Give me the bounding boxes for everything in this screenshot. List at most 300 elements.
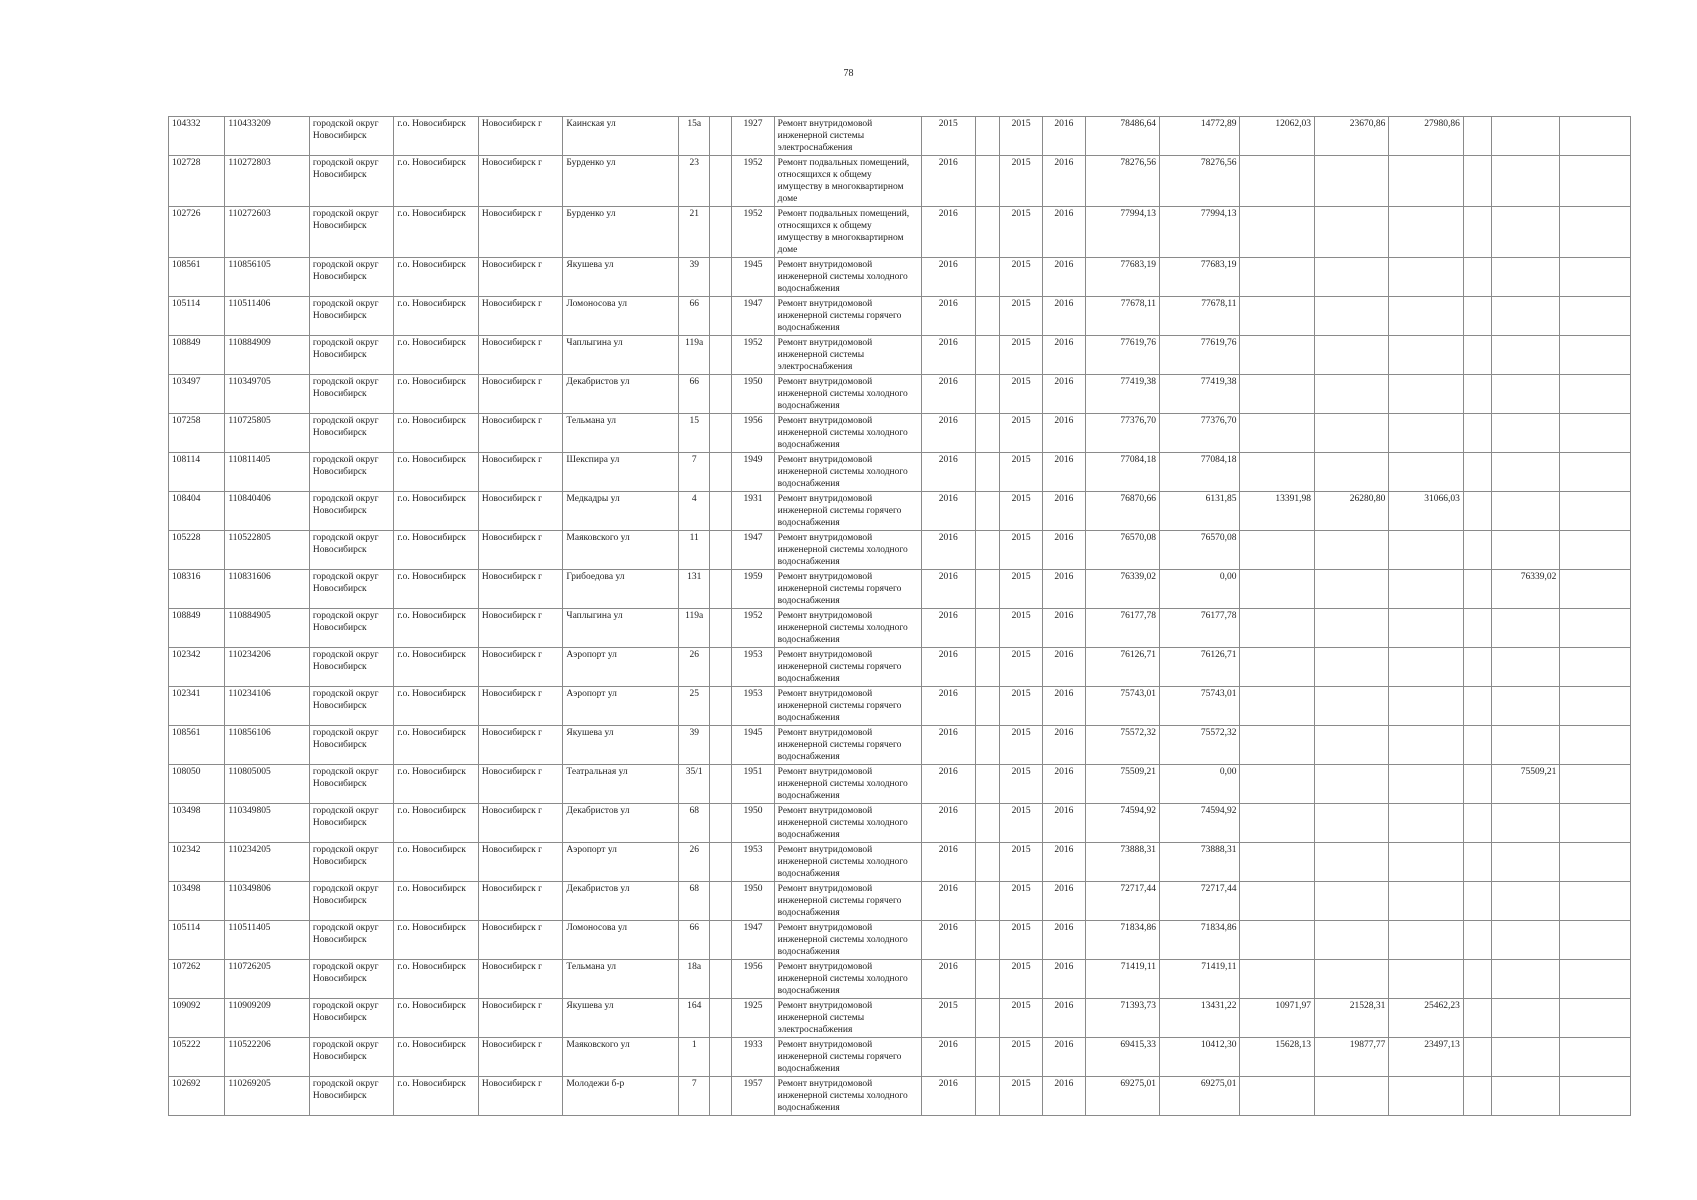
table-cell: 13431,22 [1160,999,1240,1038]
table-cell [1560,336,1631,375]
table-cell [1314,960,1388,999]
table-row [169,609,1631,648]
table-cell: городской округ Новосибирск [309,414,394,453]
table-cell: 102728 [169,156,225,207]
table-cell: г.о. Новосибирск [394,375,479,414]
table-cell: Ремонт внутридомовой инженерной системы холодного водоснабжения [774,921,921,960]
table-cell: Новосибирск г [478,414,563,453]
table-cell [1560,726,1631,765]
table-cell: 110349805 [225,804,310,843]
table-cell [1240,207,1314,258]
table-cell: 69275,01 [1160,1077,1240,1116]
table-cell [1560,297,1631,336]
table-cell: городской округ Новосибирск [309,531,394,570]
table-cell: 18а [679,960,710,999]
table-cell: 0,00 [1160,765,1240,804]
table-cell: г.о. Новосибирск [394,999,479,1038]
table-row [169,453,1631,492]
table-cell: Новосибирск г [478,960,563,999]
table-cell [1492,531,1560,570]
table-cell: 7 [679,1077,710,1116]
table-cell: г.о. Новосибирск [394,726,479,765]
table-cell: 6131,85 [1160,492,1240,531]
table-cell: 39 [679,258,710,297]
table-cell [1240,843,1314,882]
table-cell: 2015 [1000,648,1043,687]
table-cell: 74594,92 [1085,804,1159,843]
table-cell: 2016 [1043,375,1085,414]
table-cell: 76339,02 [1085,570,1159,609]
table-cell: Новосибирск г [478,156,563,207]
table-cell [1492,921,1560,960]
table-cell: 110272803 [225,156,310,207]
table-cell: 2016 [921,843,975,882]
table-cell: 75743,01 [1085,687,1159,726]
table-cell: 1947 [732,531,774,570]
table-cell: Ремонт внутридомовой инженерной системы электроснабжения [774,336,921,375]
table-cell: 103498 [169,804,225,843]
table-cell [1240,921,1314,960]
table-cell [1389,375,1463,414]
table-cell [1560,258,1631,297]
table-cell [975,258,999,297]
empty-cell [1463,297,1491,336]
table-cell: 77084,18 [1160,453,1240,492]
table-cell [975,687,999,726]
empty-cell [1463,999,1491,1038]
table-cell: 1956 [732,960,774,999]
table-row [169,960,1631,999]
table-cell: городской округ Новосибирск [309,156,394,207]
table-cell: 2016 [921,687,975,726]
table-cell: Ремонт внутридомовой инженерной системы горячего водоснабжения [774,570,921,609]
table-cell: 110511405 [225,921,310,960]
table-row [169,765,1631,804]
table-cell [975,960,999,999]
table-cell [1492,804,1560,843]
table-cell: 69415,33 [1085,1038,1159,1077]
table-cell: 77619,76 [1085,336,1159,375]
table-cell: 110272603 [225,207,310,258]
table-cell: Новосибирск г [478,804,563,843]
table-cell: 71393,73 [1085,999,1159,1038]
table-cell: 2016 [1043,531,1085,570]
table-cell [975,882,999,921]
table-cell: 110433209 [225,117,310,156]
table-cell: 77994,13 [1160,207,1240,258]
table-cell: 13391,98 [1240,492,1314,531]
table-cell: Новосибирск г [478,531,563,570]
table-cell [1560,117,1631,156]
table-cell [1492,492,1560,531]
table-cell [1560,999,1631,1038]
table-cell [1314,648,1388,687]
table-cell: 77678,11 [1085,297,1159,336]
table-cell [710,492,732,531]
table-cell [1240,765,1314,804]
table-cell: 108849 [169,336,225,375]
table-cell: 71419,11 [1160,960,1240,999]
table-cell [975,336,999,375]
table-cell [1314,726,1388,765]
table-cell [710,726,732,765]
table-cell: 77678,11 [1160,297,1240,336]
table-cell: 110511406 [225,297,310,336]
table-cell [1492,1077,1560,1116]
table-row [169,1077,1631,1116]
table-cell: 2016 [1043,258,1085,297]
table-cell: 110725805 [225,414,310,453]
table-cell: 26280,80 [1314,492,1388,531]
table-cell: 102726 [169,207,225,258]
table-cell: 35/1 [679,765,710,804]
table-cell [1389,648,1463,687]
table-cell: 1950 [732,375,774,414]
table-cell: 2016 [1043,804,1085,843]
table-cell [1314,414,1388,453]
table-cell [1560,804,1631,843]
table-cell: 2015 [1000,375,1043,414]
table-cell: городской округ Новосибирск [309,1077,394,1116]
table-cell: 2016 [921,609,975,648]
table-cell: городской округ Новосибирск [309,375,394,414]
table-cell: городской округ Новосибирск [309,336,394,375]
table-cell: 102342 [169,648,225,687]
empty-cell [1463,336,1491,375]
table-cell: 108849 [169,609,225,648]
table-cell: Ремонт внутридомовой инженерной системы холодного водоснабжения [774,258,921,297]
table-cell: Аэропорт ул [563,843,679,882]
table-cell: 119а [679,336,710,375]
table-cell: 2016 [1043,414,1085,453]
table-cell: Ремонт подвальных помещений, относящихся к общему имуществу в многоквартирном доме [774,156,921,207]
table-cell [975,765,999,804]
table-cell [1389,960,1463,999]
table-cell: Новосибирск г [478,921,563,960]
table-cell: 78276,56 [1160,156,1240,207]
table-cell [1492,960,1560,999]
table-cell: 2016 [1043,765,1085,804]
table-cell: Новосибирск г [478,117,563,156]
table-cell: Театральная ул [563,765,679,804]
table-cell [1560,648,1631,687]
table-cell: 11 [679,531,710,570]
table-cell: 110909209 [225,999,310,1038]
table-row [169,687,1631,726]
table-cell: Аэропорт ул [563,648,679,687]
table-cell [1314,1077,1388,1116]
table-cell: 77419,38 [1160,375,1240,414]
table-cell [1492,453,1560,492]
table-cell [710,207,732,258]
table-cell: 110805005 [225,765,310,804]
table-cell: 102341 [169,687,225,726]
table-cell: г.о. Новосибирск [394,765,479,804]
table-cell: 2015 [921,117,975,156]
table-cell: городской округ Новосибирск [309,207,394,258]
table-cell: Новосибирск г [478,648,563,687]
table-cell [1314,258,1388,297]
table-cell [1389,207,1463,258]
table-cell: Ремонт внутридомовой инженерной системы холодного водоснабжения [774,531,921,570]
table-cell: 2016 [921,921,975,960]
table-cell [1240,156,1314,207]
table-cell: 66 [679,375,710,414]
empty-cell [1463,375,1491,414]
table-cell: 71419,11 [1085,960,1159,999]
table-cell: городской округ Новосибирск [309,570,394,609]
table-cell [1389,921,1463,960]
table-cell: 1931 [732,492,774,531]
table-cell: 71834,86 [1085,921,1159,960]
table-cell: Ремонт внутридомовой инженерной системы электроснабжения [774,117,921,156]
empty-cell [1463,687,1491,726]
table-cell [1492,297,1560,336]
table-cell [710,1038,732,1077]
table-cell: 31066,03 [1389,492,1463,531]
table-cell: 1927 [732,117,774,156]
table-cell: 25462,23 [1389,999,1463,1038]
table-cell [975,726,999,765]
table-cell [1314,687,1388,726]
table-cell: 2015 [1000,609,1043,648]
table-cell: 15 [679,414,710,453]
table-cell: 108316 [169,570,225,609]
table-cell: 76126,71 [1160,648,1240,687]
table-cell: Ломоносова ул [563,297,679,336]
table-cell: 75743,01 [1160,687,1240,726]
table-cell: 4 [679,492,710,531]
table-cell [1492,336,1560,375]
table-cell [710,882,732,921]
table-cell [1314,921,1388,960]
table-cell [1492,258,1560,297]
table-cell: Новосибирск г [478,453,563,492]
table-cell: 110856105 [225,258,310,297]
table-cell: 110349806 [225,882,310,921]
table-cell: Новосибирск г [478,207,563,258]
table-cell: Ремонт внутридомовой инженерной системы холодного водоснабжения [774,843,921,882]
table-cell [975,297,999,336]
table-cell: 2015 [1000,843,1043,882]
table-cell: городской округ Новосибирск [309,804,394,843]
empty-cell [1463,258,1491,297]
table-cell: 2016 [1043,843,1085,882]
table-row [169,921,1631,960]
table-row [169,258,1631,297]
table-row [169,375,1631,414]
table-cell: 102692 [169,1077,225,1116]
table-cell: Ремонт внутридомовой инженерной системы горячего водоснабжения [774,492,921,531]
table-cell [975,207,999,258]
table-cell [1560,207,1631,258]
table-cell [1492,207,1560,258]
table-cell: 21528,31 [1314,999,1388,1038]
table-cell: Тельмана ул [563,414,679,453]
table-cell: Ремонт внутридомовой инженерной системы холодного водоснабжения [774,960,921,999]
table-cell: 2015 [1000,570,1043,609]
table-cell: Декабристов ул [563,375,679,414]
table-cell: 108404 [169,492,225,531]
table-cell: 110884905 [225,609,310,648]
table-cell [710,687,732,726]
table-cell [1560,156,1631,207]
table-cell: Ремонт внутридомовой инженерной системы горячего водоснабжения [774,726,921,765]
table-cell [1389,453,1463,492]
table-cell: 105228 [169,531,225,570]
table-cell: 2015 [1000,1077,1043,1116]
table-cell [710,804,732,843]
table-cell: Ремонт внутридомовой инженерной системы горячего водоснабжения [774,1038,921,1077]
table-cell [1492,1038,1560,1077]
table-cell [975,921,999,960]
table-cell: Ломоносова ул [563,921,679,960]
empty-cell [1463,765,1491,804]
table-cell: 110269205 [225,1077,310,1116]
table-cell: 2015 [1000,804,1043,843]
table-cell [975,117,999,156]
table-cell: Декабристов ул [563,804,679,843]
table-row [169,804,1631,843]
table-cell: 73888,31 [1160,843,1240,882]
table-cell: Чаплыгина ул [563,336,679,375]
table-cell: Новосибирск г [478,336,563,375]
table-cell: 72717,44 [1085,882,1159,921]
table-cell: 110522206 [225,1038,310,1077]
table-cell [710,531,732,570]
table-cell [1389,258,1463,297]
table-cell: 66 [679,297,710,336]
table-cell: 76870,66 [1085,492,1159,531]
table-cell: городской округ Новосибирск [309,687,394,726]
table-cell: городской округ Новосибирск [309,843,394,882]
table-cell: Чаплыгина ул [563,609,679,648]
table-cell: 108114 [169,453,225,492]
table-cell: Новосибирск г [478,492,563,531]
empty-cell [1463,1038,1491,1077]
table-cell: 2016 [1043,1038,1085,1077]
table-cell: Новосибирск г [478,882,563,921]
empty-cell [1463,570,1491,609]
table-cell: 1953 [732,687,774,726]
table-cell: Новосибирск г [478,297,563,336]
table-cell: 2016 [921,570,975,609]
table-cell [1389,570,1463,609]
table-cell: г.о. Новосибирск [394,843,479,882]
table-cell: Тельмана ул [563,960,679,999]
table-cell [975,648,999,687]
table-row [169,882,1631,921]
table-cell: г.о. Новосибирск [394,1038,479,1077]
table-cell [1560,1077,1631,1116]
table-cell: 2015 [921,999,975,1038]
table-cell: 76570,08 [1085,531,1159,570]
table-cell: 75509,21 [1085,765,1159,804]
table-cell: 73888,31 [1085,843,1159,882]
table-cell: 2015 [1000,921,1043,960]
table-cell: 77376,70 [1160,414,1240,453]
table-cell: городской округ Новосибирск [309,453,394,492]
table-cell: Медкадры ул [563,492,679,531]
table-cell: 2015 [1000,336,1043,375]
table-cell: г.о. Новосибирск [394,117,479,156]
table-cell: Якушева ул [563,726,679,765]
table-cell [1389,804,1463,843]
table-cell: 110234106 [225,687,310,726]
table-cell [1492,117,1560,156]
table-cell [975,1077,999,1116]
table-cell: 2015 [1000,414,1043,453]
table-row [169,492,1631,531]
table-cell: Ремонт внутридомовой инженерной системы электроснабжения [774,999,921,1038]
table-cell: 26 [679,843,710,882]
empty-cell [1463,921,1491,960]
table-cell: 107258 [169,414,225,453]
table-cell [710,960,732,999]
table-cell [1314,375,1388,414]
table-cell: 1950 [732,804,774,843]
table-cell: 2016 [1043,453,1085,492]
table-cell: 110831606 [225,570,310,609]
table-cell: 2016 [921,960,975,999]
table-cell: Молодежи б-р [563,1077,679,1116]
table-cell [1492,156,1560,207]
table-cell: Новосибирск г [478,843,563,882]
table-cell: 2016 [1043,687,1085,726]
table-cell [710,765,732,804]
table-cell: 14772,89 [1160,117,1240,156]
table-cell [1492,609,1560,648]
table-cell: Грибоедова ул [563,570,679,609]
table-cell [710,156,732,207]
empty-cell [1463,414,1491,453]
table-cell: г.о. Новосибирск [394,648,479,687]
empty-cell [1463,453,1491,492]
table-cell [975,609,999,648]
table-cell: 23497,13 [1389,1038,1463,1077]
table-cell: 2016 [1043,999,1085,1038]
table-cell [1389,687,1463,726]
table-cell: 23670,86 [1314,117,1388,156]
table-cell [1240,531,1314,570]
table-cell [1389,297,1463,336]
table-cell: 2016 [1043,207,1085,258]
table-cell: г.о. Новосибирск [394,531,479,570]
table-cell [710,609,732,648]
table-cell [1389,156,1463,207]
table-cell: г.о. Новосибирск [394,492,479,531]
empty-cell [1463,609,1491,648]
table-cell [710,375,732,414]
table-row [169,207,1631,258]
table-cell: 110234205 [225,843,310,882]
table-cell: 27980,86 [1389,117,1463,156]
table-cell [1240,648,1314,687]
table-cell [1314,843,1388,882]
table-cell: г.о. Новосибирск [394,156,479,207]
table-cell: 1950 [732,882,774,921]
table-cell: 2016 [1043,336,1085,375]
table-cell: 110884909 [225,336,310,375]
empty-cell [1463,882,1491,921]
table-cell: 2016 [921,375,975,414]
table-cell: 2016 [921,531,975,570]
table-cell [1314,297,1388,336]
table-cell: 76570,08 [1160,531,1240,570]
table-cell [1560,921,1631,960]
table-cell: 2015 [1000,1038,1043,1077]
table-cell [710,297,732,336]
